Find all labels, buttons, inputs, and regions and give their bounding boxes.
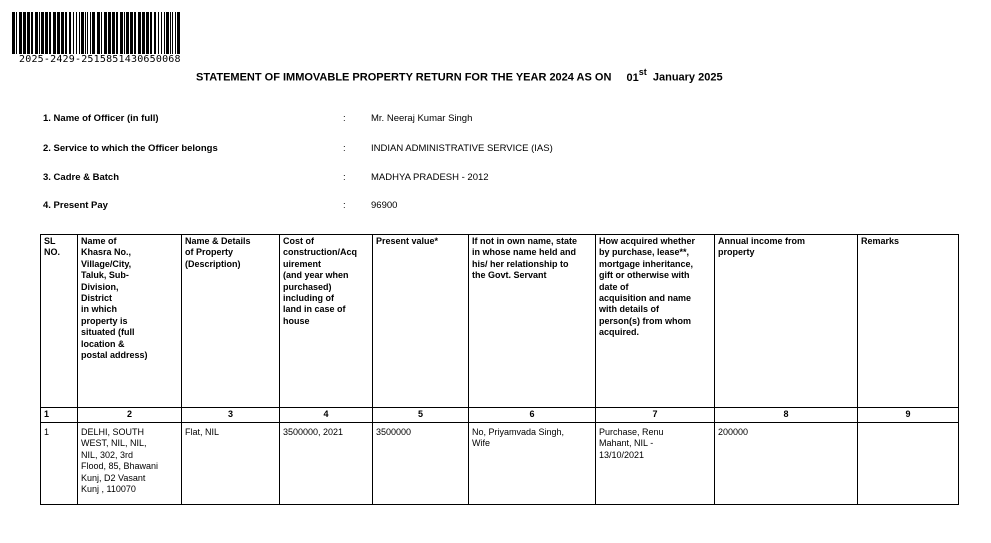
header-present-value: Present value* (373, 235, 469, 408)
header-annual-income: Annual income from property (715, 235, 858, 408)
property-table (40, 234, 959, 505)
header-location: Name of Khasra No., Village/City, Taluk, Sub- Division, District in which property is situated (full location & postal address) (78, 235, 182, 408)
barcode-graphic (12, 12, 184, 54)
header-sl-no: SL NO. (41, 235, 78, 408)
header-remarks: Remarks (858, 235, 959, 408)
document-title (196, 68, 723, 84)
table-header-row (41, 235, 959, 408)
cadre-batch-value: MADHYA PRADESH - 2012 (371, 172, 489, 183)
cell-present-value: 3500000 (373, 423, 469, 505)
column-number: 9 (858, 408, 959, 423)
column-number-row (41, 408, 959, 423)
column-number: 5 (373, 408, 469, 423)
officer-name-value: Mr. Neeraj Kumar Singh (371, 113, 473, 124)
header-cost: Cost of construction/Acq uirement (and year when purchased) including of land in case of house (280, 235, 373, 408)
header-owner-relation: If not in own name, state in whose name held and his/ her relationship to the Govt. Servant (469, 235, 596, 408)
column-number: 1 (41, 408, 78, 423)
column-number: 7 (596, 408, 715, 423)
present-pay-colon: : (343, 200, 346, 211)
present-pay-value: 96900 (371, 200, 398, 211)
header-property-details: Name & Details of Property (Description) (182, 235, 280, 408)
officer-name-colon: : (343, 113, 346, 124)
cell-cost: 3500000, 2021 (280, 423, 373, 505)
cell-location: DELHI, SOUTH WEST, NIL, NIL, NIL, 302, 3rd Flood, 85, Bhawani Kunj, D2 Vasant Kunj , 110070 (78, 423, 182, 505)
present-pay-label: 4. Present Pay (43, 200, 108, 211)
column-number: 3 (182, 408, 280, 423)
column-number: 4 (280, 408, 373, 423)
service-colon: : (343, 143, 346, 154)
table-row (41, 423, 959, 505)
cell-remarks (858, 423, 959, 505)
cell-sl-no: 1 (41, 423, 78, 505)
barcode-number: 2025-2429-2515851430650068 (19, 54, 181, 65)
column-number: 6 (469, 408, 596, 423)
service-value: INDIAN ADMINISTRATIVE SERVICE (IAS) (371, 143, 553, 154)
column-number: 8 (715, 408, 858, 423)
header-how-acquired: How acquired whether by purchase, lease**, mortgage inheritance, gift or otherwise with date of acquisition and name with details of person(s) from whom acquired. (596, 235, 715, 408)
title-day: 01 (626, 71, 639, 84)
cadre-batch-colon: : (343, 172, 346, 183)
service-label: 2. Service to which the Officer belongs (43, 143, 218, 154)
title-day-suffix: st (638, 67, 647, 77)
officer-name-label: 1. Name of Officer (in full) (43, 113, 159, 124)
cell-annual-income: 200000 (715, 423, 858, 505)
cell-owner-relation: No, Priyamvada Singh, Wife (469, 423, 596, 505)
title-month-year: January 2025 (652, 71, 723, 84)
cell-how-acquired: Purchase, Renu Mahant, NIL - 13/10/2021 (596, 423, 715, 505)
cadre-batch-label: 3. Cadre & Batch (43, 172, 120, 183)
title-text: STATEMENT OF IMMOVABLE PROPERTY RETURN FOR THE YEAR 2024 AS ON (196, 71, 612, 84)
column-number: 2 (78, 408, 182, 423)
cell-property-details: Flat, NIL (182, 423, 280, 505)
